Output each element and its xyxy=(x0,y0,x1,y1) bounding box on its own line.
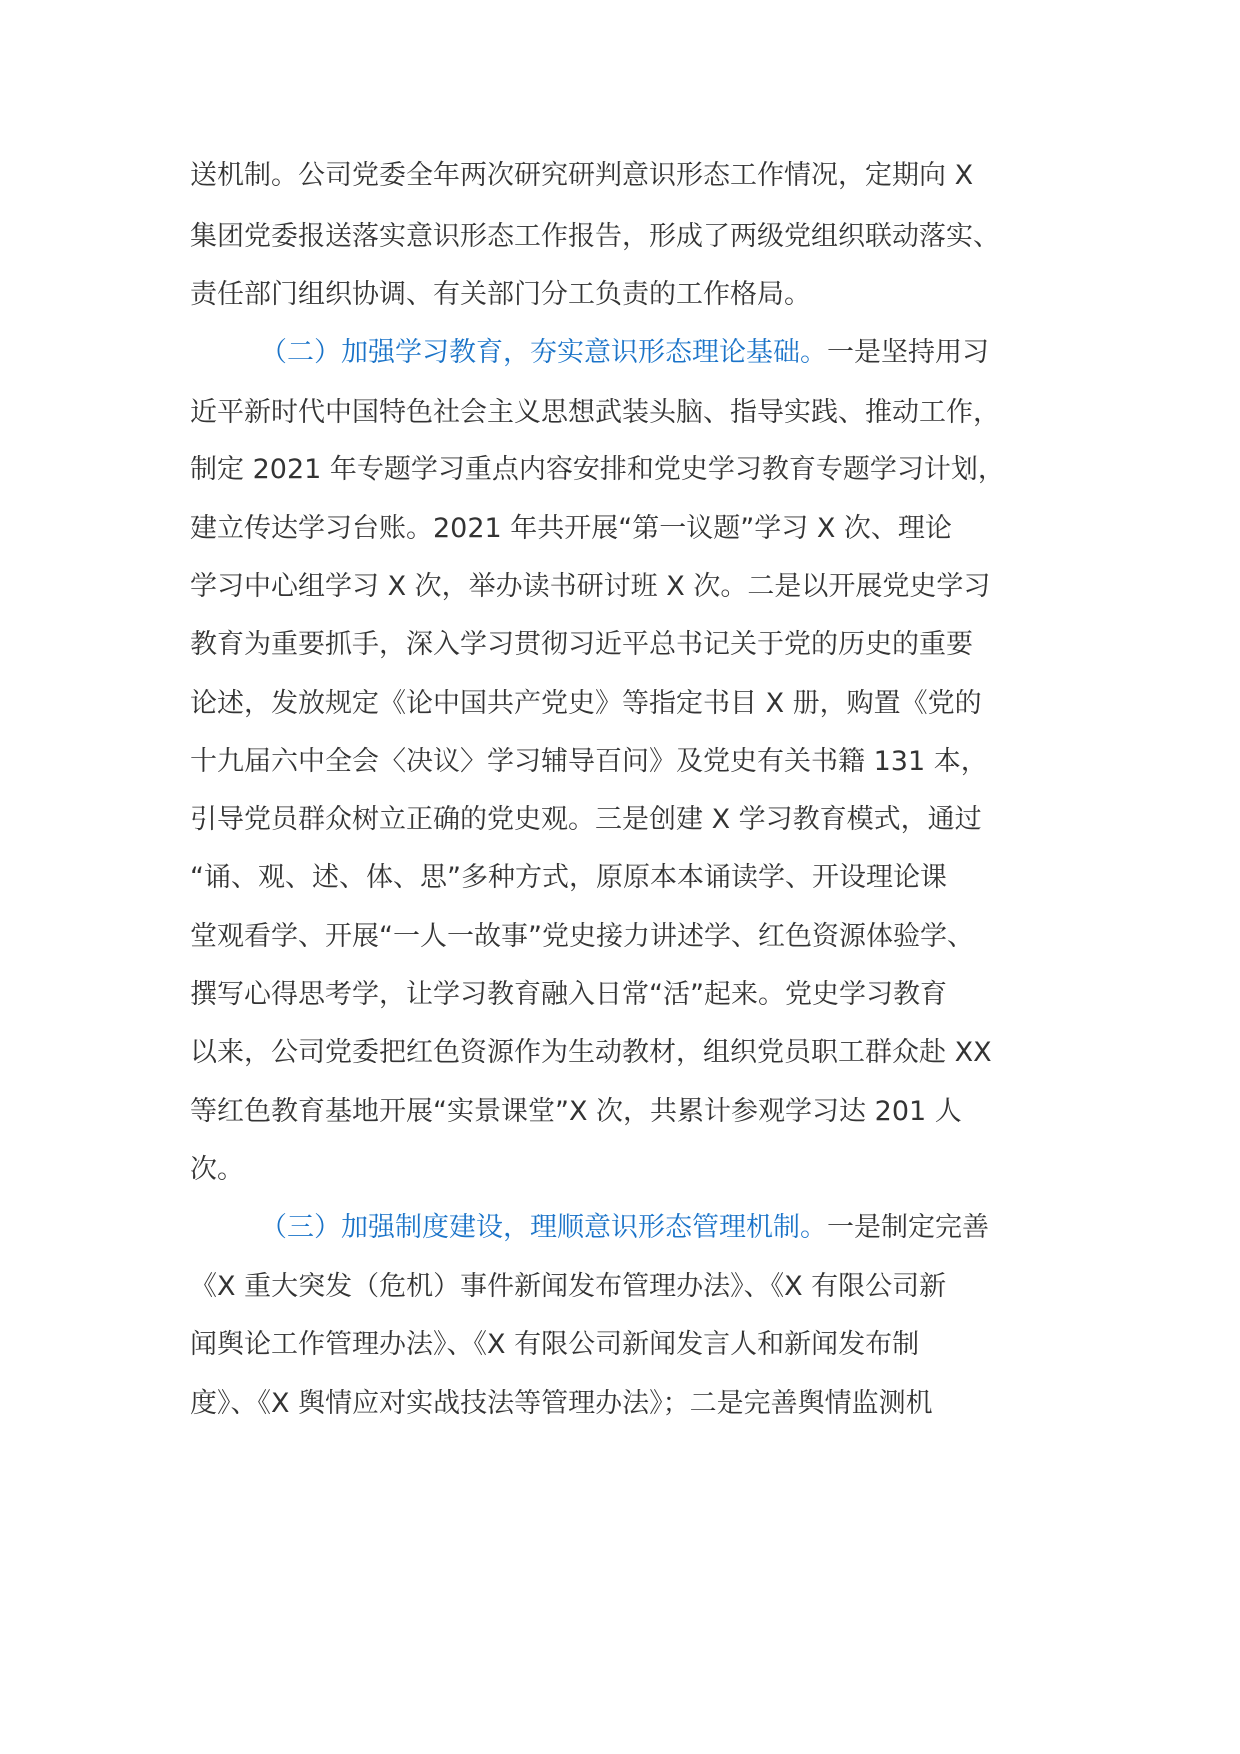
line-text: 论述，发放规定《论中国共产党史》等指定书目 X 册，购置《党的 xyxy=(190,688,982,719)
body-text-line xyxy=(190,437,1070,503)
line-text: 堂观看学、开展“一人一故事”党史接力讲述学、红色资源体验学、 xyxy=(190,921,974,952)
line-text: 闻舆论工作管理办法》、《X 有限公司新闻发言人和新闻发布制 xyxy=(190,1329,920,1360)
body-text-line xyxy=(190,262,1070,328)
line-text: 一是制定完善 xyxy=(827,1212,989,1243)
body-text-line xyxy=(190,143,1070,209)
line-text: 等红色教育基地开展“实景课堂”X 次，共累计参观学习达 201 人 xyxy=(190,1096,962,1127)
line-text: 近平新时代中国特色社会主义思想武装头脑、指导实践、推动工作， xyxy=(190,397,1000,428)
body-text-line xyxy=(190,1371,1070,1437)
section-heading: （二）加强学习教育，夯实意识形态理论基础。 xyxy=(260,337,827,368)
body-text-line xyxy=(190,1312,1070,1378)
line-text: 建立传达学习台账。2021 年共开展“第一议题”学习 X 次、理论 xyxy=(190,513,952,544)
line-text: 集团党委报送落实意识形态工作报告，形成了两级党组织联动落实、 xyxy=(190,221,1000,252)
body-text-line xyxy=(190,1254,1070,1320)
line-text: 《X 重大突发（危机）事件新闻发布管理办法》、《X 有限公司新 xyxy=(190,1271,947,1302)
body-text-line xyxy=(190,962,1070,1028)
section-heading-line xyxy=(260,1195,1070,1261)
section-heading-line xyxy=(260,320,1070,386)
body-text-line xyxy=(190,204,1070,270)
body-text-line xyxy=(190,496,1070,562)
body-text-line xyxy=(190,787,1070,853)
body-text-line xyxy=(190,671,1070,737)
body-text-line xyxy=(190,904,1070,970)
line-text: 送机制。公司党委全年两次研究研判意识形态工作情况，定期向 X xyxy=(190,160,974,191)
line-text: 十九届六中全会〈决议〉学习辅导百问》及党史有关书籍 131 本， xyxy=(190,746,988,777)
line-text: “诵、观、述、体、思”多种方式，原原本本诵读学、开设理论课 xyxy=(190,862,947,893)
line-text: 度》、《X 舆情应对实战技法等管理办法》；二是完善舆情监测机 xyxy=(190,1388,933,1419)
line-text: 撰写心得思考学，让学习教育融入日常“活”起来。党史学习教育 xyxy=(190,979,947,1010)
line-text: 学习中心组学习 X 次，举办读书研讨班 X 次。二是以开展党史学习 xyxy=(190,571,991,602)
body-text-line xyxy=(190,729,1070,795)
section-heading: （三）加强制度建设，理顺意识形态管理机制。 xyxy=(260,1212,827,1243)
body-text-line xyxy=(190,1079,1070,1145)
line-text: 引导党员群众树立正确的党史观。三是创建 X 学习教育模式，通过 xyxy=(190,804,982,835)
body-text-line xyxy=(190,1020,1070,1086)
body-text-line xyxy=(190,845,1070,911)
line-text: 次。 xyxy=(190,1154,244,1185)
body-text-line xyxy=(190,554,1070,620)
body-text-line xyxy=(190,1137,1070,1203)
line-text: 以来，公司党委把红色资源作为生动教材，组织党员职工群众赴 XX xyxy=(190,1037,992,1068)
line-text: 一是坚持用习 xyxy=(827,337,989,368)
line-text: 责任部门组织协调、有关部门分工负责的工作格局。 xyxy=(190,279,811,310)
line-text: 制定 2021 年专题学习重点内容安排和党史学习教育专题学习计划， xyxy=(190,454,1005,485)
line-text: 教育为重要抓手，深入学习贯彻习近平总书记关于党的历史的重要 xyxy=(190,629,973,660)
body-text-line xyxy=(190,612,1070,678)
